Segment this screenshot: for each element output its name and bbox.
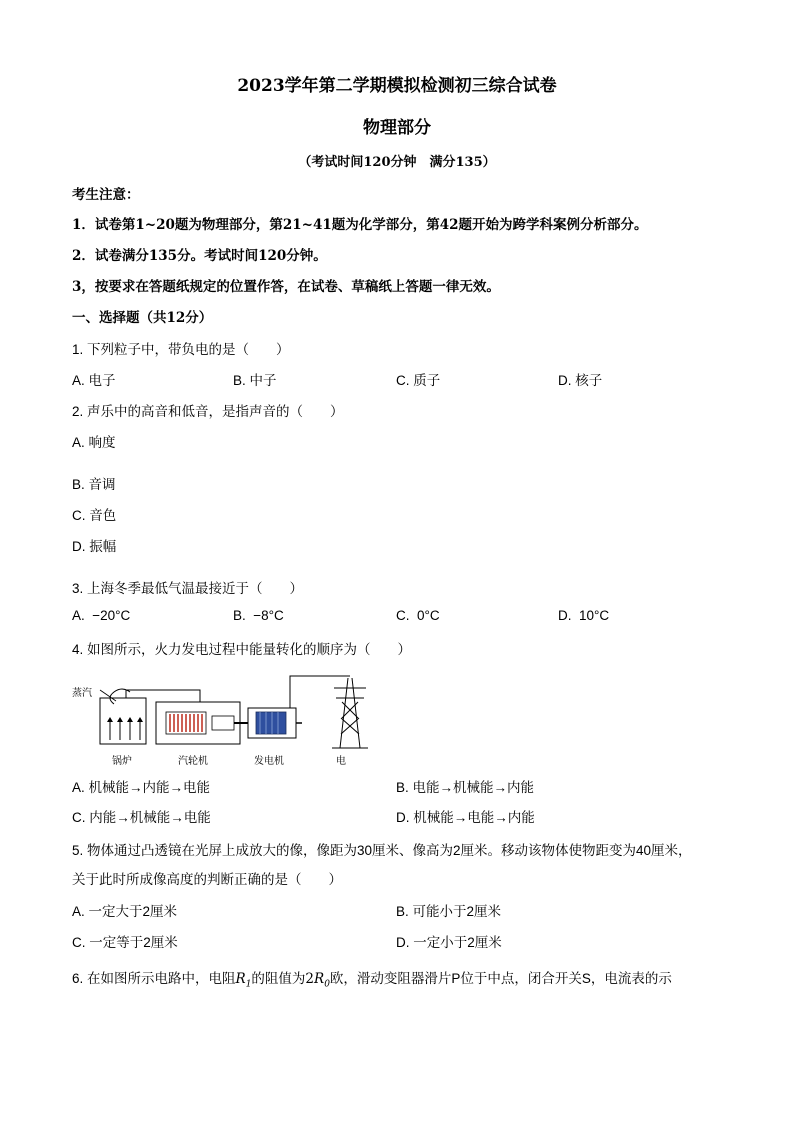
question-6-text-a: 6. 在如图所示电路中，电阻 [72,971,236,986]
question-4-stem: 4. 如图所示，火力发电过程中能量转化的顺序为（ ） [72,642,412,657]
question-5-stem-line2: 关于此时所成像高度的判断正确的是（ ） [72,872,342,887]
question-6-text-b: 的阻值为 [251,971,306,986]
question-5-option-c[interactable]: C. 一定等于2厘米 [72,935,178,950]
exam-info: （考试时间120分钟 满分135） [298,155,496,170]
label-boiler: 锅炉 [112,756,132,767]
notice-item: 2．试卷满分135分。考试时间120分钟。 [72,248,327,264]
question-1-option-d[interactable]: D. 核子 [558,373,603,388]
question-6-text-c: 欧，滑动变阻器滑片P位于中点，闭合开关S，电流表的示 [329,971,672,986]
label-electricity: 电 [336,756,346,767]
question-3-option-d[interactable]: D. 10°C [558,608,610,623]
steam-symbol [110,689,130,704]
question-1-option-a[interactable]: A. 电子 [72,373,116,388]
question-4-option-d[interactable]: D. 机械能→电能→内能 [396,810,535,825]
label-steam: 蒸汽 [72,688,92,699]
label-generator: 发电机 [254,756,284,767]
question-4-option-a[interactable]: A. 机械能→内能→电能 [72,780,211,795]
var-2r0: $2R_0$ [305,971,330,990]
question-6-stem [72,967,672,990]
var-r1: $R_1$ [235,971,252,990]
question-3-option-a[interactable]: A. −20°C [72,608,131,623]
question-1-stem: 1. 下列粒子中，带负电的是（ ） [72,342,290,357]
notice-item: 1．试卷第1~20题为物理部分，第21~41题为化学部分，第42题开始为跨学科案例分析部分。 [72,217,648,233]
question-2-option-d[interactable]: D. 振幅 [72,539,117,554]
power-plant-diagram [70,668,380,768]
question-2-option-c[interactable]: C. 音色 [72,508,117,523]
generator-coil [256,712,286,734]
question-5-stem: 5. 物体通过凸透镜在光屏上成放大的像，像距为30厘米、像高为2厘米。移动该物体使物距变为40厘米， [72,843,692,858]
question-2-stem: 2. 声乐中的高音和低音，是指声音的（ ） [72,404,344,419]
question-1-option-c[interactable]: C. 质子 [396,373,441,388]
question-3-option-c[interactable]: C. 0°C [396,608,440,623]
question-5-option-d[interactable]: D. 一定小于2厘米 [396,935,502,950]
tower-icon [332,678,368,748]
question-2-option-b[interactable]: B. 音调 [72,477,116,492]
question-3-option-b[interactable]: B. −8°C [233,608,284,623]
exam-subtitle: 物理部分 [363,118,431,138]
section-heading: 一、选择题（共12分） [72,310,213,326]
question-5-option-b[interactable]: B. 可能小于2厘米 [396,904,502,919]
notice-heading: 考生注意： [72,187,140,203]
exam-title: 2023学年第二学期模拟检测初三综合试卷 [237,76,557,96]
question-4-option-c[interactable]: C. 内能→机械能→电能 [72,810,211,825]
question-1-option-b[interactable]: B. 中子 [233,373,277,388]
question-3-stem: 3. 上海冬季最低气温最接近于（ ） [72,581,304,596]
question-4-option-b[interactable]: B. 电能→机械能→内能 [396,780,535,795]
notice-item: 3，按要求在答题纸规定的位置作答，在试卷、草稿纸上答题一律无效。 [72,279,500,295]
question-5-option-a[interactable]: A. 一定大于2厘米 [72,904,178,919]
label-turbine: 汽轮机 [178,756,208,767]
question-2-option-a[interactable]: A. 响度 [72,435,116,450]
